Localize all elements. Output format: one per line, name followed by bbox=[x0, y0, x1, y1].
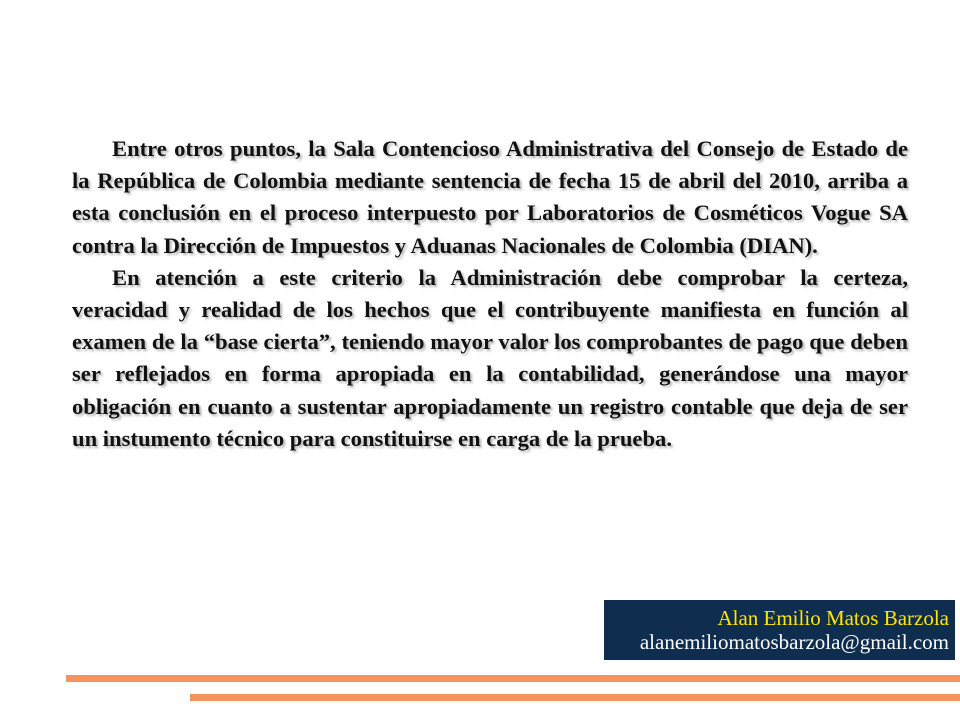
paragraph-2: En atención a este criterio la Administración debe comprobar la certeza, veracidad y realidad de los hechos que el contribuyente manifiesta en función al examen de la “base cierta”, teniendo mayor valor los comprobantes de pago que deben ser reflejados en forma apropiada en la contabilidad, generándose una mayor obligación en cuanto a sustentar apropiadamente un registro contable que deja de ser un instumento técnico para constituirse en carga de la prueba. bbox=[72, 264, 908, 451]
accent-bar-bottom bbox=[190, 694, 960, 701]
slide-body bbox=[72, 133, 908, 455]
author-email: alanemiliomatosbarzola@gmail.com bbox=[639, 630, 949, 654]
author-name: Alan Emilio Matos Barzola bbox=[717, 606, 949, 630]
accent-bar-top bbox=[66, 675, 960, 682]
author-box bbox=[604, 600, 955, 660]
paragraph-1: Entre otros puntos, la Sala Contencioso Administrativa del Consejo de Estado de la República de Colombia mediante sentencia de fecha 15 de abril del 2010, arriba a esta conclusión en el proceso interpuesto por Laboratorios de Cosméticos Vogue SA contra la Dirección de Impuestos y Aduanas Nacionales de Colombia (DIAN). bbox=[72, 136, 908, 258]
